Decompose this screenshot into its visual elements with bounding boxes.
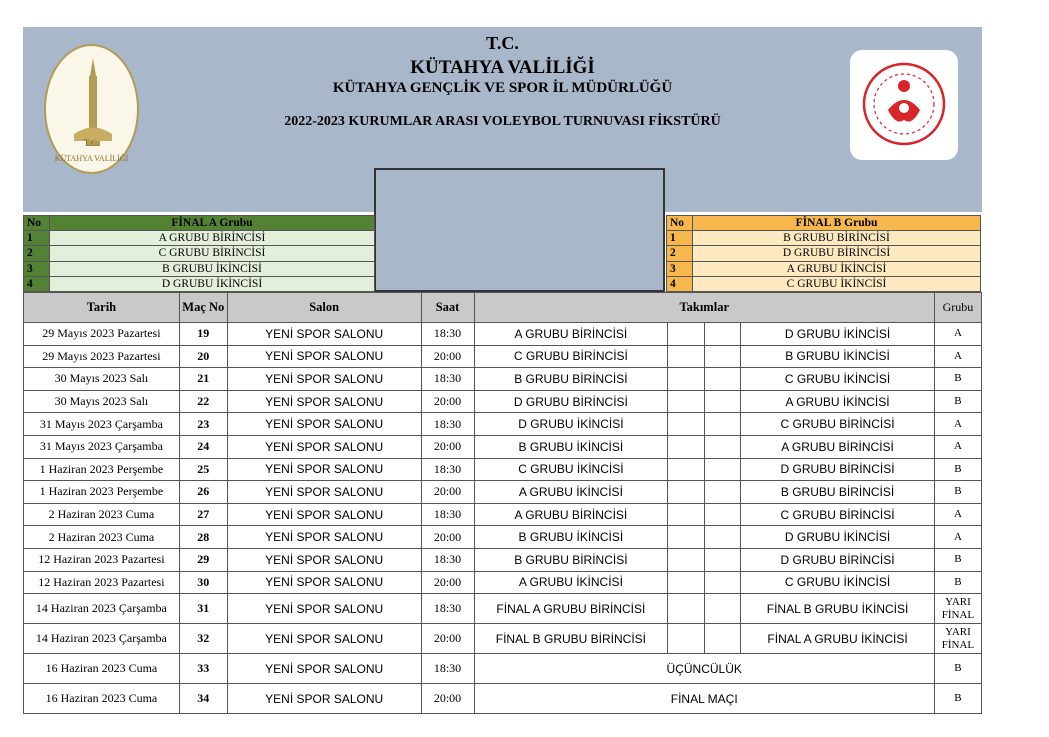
away-team: D GRUBU İKİNCİSİ	[741, 323, 935, 346]
match-number: 30	[179, 571, 227, 594]
match-number: 26	[179, 481, 227, 504]
home-team: A GRUBU BİRİNCİSİ	[474, 323, 668, 346]
away-score	[705, 624, 741, 654]
match-time: 20:00	[421, 390, 474, 413]
home-team: C GRUBU BİRİNCİSİ	[474, 345, 668, 368]
table-row	[24, 413, 982, 436]
match-time: 18:30	[421, 368, 474, 391]
match-time: 20:00	[421, 435, 474, 458]
match-group: YARI FİNAL	[934, 624, 981, 654]
match-venue: YENİ SPOR SALONU	[227, 413, 421, 436]
group-no: 2	[667, 246, 693, 261]
match-number: 31	[179, 594, 227, 624]
table-row	[24, 624, 982, 654]
match-group: B	[934, 458, 981, 481]
away-score	[705, 481, 741, 504]
table-row	[24, 390, 982, 413]
match-date: 2 Haziran 2023 Cuma	[24, 503, 180, 526]
away-score	[705, 548, 741, 571]
match-time: 20:00	[421, 571, 474, 594]
home-score	[668, 526, 705, 549]
group-team: B GRUBU İKİNCİSİ	[50, 261, 375, 276]
match-date: 16 Haziran 2023 Cuma	[24, 684, 180, 714]
home-team: B GRUBU BİRİNCİSİ	[474, 368, 668, 391]
match-venue: YENİ SPOR SALONU	[227, 435, 421, 458]
match-date: 16 Haziran 2023 Cuma	[24, 654, 180, 684]
fixture-body	[24, 323, 982, 714]
match-number: 19	[179, 323, 227, 346]
match-time: 18:30	[421, 458, 474, 481]
home-team: B GRUBU BİRİNCİSİ	[474, 548, 668, 571]
match-venue: YENİ SPOR SALONU	[227, 571, 421, 594]
match-date: 31 Mayıs 2023 Çarşamba	[24, 435, 180, 458]
away-score	[705, 368, 741, 391]
home-score	[668, 458, 705, 481]
match-group: B	[934, 571, 981, 594]
logo-caption: KÜTAHYA VALİLİĞİ	[54, 154, 129, 163]
away-score	[705, 390, 741, 413]
home-team: FİNAL A GRUBU BİRİNCİSİ	[474, 594, 668, 624]
table-row	[24, 503, 982, 526]
match-venue: YENİ SPOR SALONU	[227, 624, 421, 654]
table-row	[24, 481, 982, 504]
away-score	[705, 345, 741, 368]
home-team: A GRUBU BİRİNCİSİ	[474, 503, 668, 526]
away-score	[705, 323, 741, 346]
match-venue: YENİ SPOR SALONU	[227, 654, 421, 684]
ministry-emblem-icon	[850, 50, 958, 160]
away-team: FİNAL A GRUBU İKİNCİSİ	[741, 624, 935, 654]
match-group: B	[934, 481, 981, 504]
match-group: B	[934, 548, 981, 571]
group-no: 2	[24, 246, 50, 261]
home-score	[668, 503, 705, 526]
table-row	[24, 323, 982, 346]
group-team: A GRUBU BİRİNCİSİ	[50, 231, 375, 246]
group-no: 4	[24, 276, 50, 291]
home-score	[668, 368, 705, 391]
header-tc: T.C.	[486, 33, 519, 53]
home-score	[668, 345, 705, 368]
match-number: 29	[179, 548, 227, 571]
match-number: 28	[179, 526, 227, 549]
match-number: 24	[179, 435, 227, 458]
final-a-group-table	[23, 215, 375, 292]
table-row	[24, 526, 982, 549]
match-time: 18:30	[421, 503, 474, 526]
group-team: C GRUBU BİRİNCİSİ	[50, 246, 375, 261]
match-time: 18:30	[421, 413, 474, 436]
col-mac-no: Maç No	[179, 293, 227, 323]
col-salon: Salon	[227, 293, 421, 323]
away-score	[705, 458, 741, 481]
match-number: 22	[179, 390, 227, 413]
table-row	[24, 368, 982, 391]
table-row	[24, 684, 982, 714]
match-date: 30 Mayıs 2023 Salı	[24, 390, 180, 413]
away-team: B GRUBU BİRİNCİSİ	[741, 481, 935, 504]
match-date: 14 Haziran 2023 Çarşamba	[24, 594, 180, 624]
group-a-title: FİNAL A Grubu	[50, 216, 375, 231]
match-date: 1 Haziran 2023 Perşembe	[24, 481, 180, 504]
match-time: 20:00	[421, 345, 474, 368]
table-row	[24, 435, 982, 458]
match-venue: YENİ SPOR SALONU	[227, 594, 421, 624]
match-date: 31 Mayıs 2023 Çarşamba	[24, 413, 180, 436]
match-group: A	[934, 526, 981, 549]
group-b-title: FİNAL B Grubu	[693, 216, 981, 231]
match-group: A	[934, 345, 981, 368]
group-no: 3	[24, 261, 50, 276]
match-group: A	[934, 503, 981, 526]
away-team: A GRUBU BİRİNCİSİ	[741, 435, 935, 458]
home-team: D GRUBU BİRİNCİSİ	[474, 390, 668, 413]
match-venue: YENİ SPOR SALONU	[227, 526, 421, 549]
col-saat: Saat	[421, 293, 474, 323]
col-grubu: Grubu	[934, 293, 981, 323]
table-row	[24, 458, 982, 481]
away-team: C GRUBU BİRİNCİSİ	[741, 413, 935, 436]
match-number: 20	[179, 345, 227, 368]
table-row	[24, 571, 982, 594]
match-group: B	[934, 368, 981, 391]
group-team: D GRUBU BİRİNCİSİ	[693, 246, 981, 261]
home-team: FİNAL B GRUBU BİRİNCİSİ	[474, 624, 668, 654]
away-team: D GRUBU BİRİNCİSİ	[741, 458, 935, 481]
match-date: 1 Haziran 2023 Perşembe	[24, 458, 180, 481]
match-date: 29 Mayıs 2023 Pazartesi	[24, 345, 180, 368]
match-date: 14 Haziran 2023 Çarşamba	[24, 624, 180, 654]
away-team: C GRUBU İKİNCİSİ	[741, 368, 935, 391]
group-no: 1	[24, 231, 50, 246]
match-group: B	[934, 390, 981, 413]
match-group: B	[934, 654, 981, 684]
home-score	[668, 323, 705, 346]
logo-small-text: T.C.	[83, 138, 100, 148]
match-name: ÜÇÜNCÜLÜK	[474, 654, 934, 684]
fixture-table	[23, 292, 982, 714]
match-group: A	[934, 435, 981, 458]
match-group: A	[934, 323, 981, 346]
match-date: 12 Haziran 2023 Pazartesi	[24, 571, 180, 594]
away-score	[705, 413, 741, 436]
away-score	[705, 594, 741, 624]
match-number: 23	[179, 413, 227, 436]
group-team: A GRUBU İKİNCİSİ	[693, 261, 981, 276]
group-no-header: No	[24, 216, 50, 231]
match-venue: YENİ SPOR SALONU	[227, 323, 421, 346]
home-score	[668, 435, 705, 458]
table-row	[24, 345, 982, 368]
away-score	[705, 435, 741, 458]
match-date: 2 Haziran 2023 Cuma	[24, 526, 180, 549]
away-team: A GRUBU İKİNCİSİ	[741, 390, 935, 413]
home-team: A GRUBU İKİNCİSİ	[474, 571, 668, 594]
match-number: 34	[179, 684, 227, 714]
group-team: D GRUBU İKİNCİSİ	[50, 276, 375, 291]
home-score	[668, 624, 705, 654]
group-no: 1	[667, 231, 693, 246]
header-mudurluk: KÜTAHYA GENÇLİK VE SPOR İL MÜDÜRLÜĞÜ	[332, 80, 673, 96]
match-time: 20:00	[421, 481, 474, 504]
match-venue: YENİ SPOR SALONU	[227, 503, 421, 526]
group-no: 3	[667, 261, 693, 276]
away-score	[705, 526, 741, 549]
match-venue: YENİ SPOR SALONU	[227, 548, 421, 571]
match-time: 18:30	[421, 548, 474, 571]
away-score	[705, 571, 741, 594]
group-no: 4	[667, 276, 693, 291]
home-team: B GRUBU İKİNCİSİ	[474, 526, 668, 549]
away-team: C GRUBU BİRİNCİSİ	[741, 503, 935, 526]
away-team: D GRUBU BİRİNCİSİ	[741, 548, 935, 571]
home-team: A GRUBU İKİNCİSİ	[474, 481, 668, 504]
genclik-spor-logo	[850, 50, 958, 160]
home-team: D GRUBU İKİNCİSİ	[474, 413, 668, 436]
col-takimlar: Takımlar	[474, 293, 934, 323]
home-score	[668, 481, 705, 504]
home-score	[668, 571, 705, 594]
table-row	[24, 654, 982, 684]
final-b-group-table	[666, 215, 981, 292]
match-number: 27	[179, 503, 227, 526]
home-score	[668, 548, 705, 571]
match-group: A	[934, 413, 981, 436]
col-tarih: Tarih	[24, 293, 180, 323]
match-time: 18:30	[421, 654, 474, 684]
match-number: 21	[179, 368, 227, 391]
table-row	[24, 594, 982, 624]
match-time: 20:00	[421, 526, 474, 549]
match-number: 25	[179, 458, 227, 481]
away-team: B GRUBU İKİNCİSİ	[741, 345, 935, 368]
away-score	[705, 503, 741, 526]
match-time: 20:00	[421, 684, 474, 714]
match-venue: YENİ SPOR SALONU	[227, 390, 421, 413]
header-valilik: KÜTAHYA VALİLİĞİ	[410, 57, 595, 78]
table-row	[24, 548, 982, 571]
group-team: B GRUBU BİRİNCİSİ	[693, 231, 981, 246]
away-team: FİNAL B GRUBU İKİNCİSİ	[741, 594, 935, 624]
group-team: C GRUBU İKİNCİSİ	[693, 276, 981, 291]
match-number: 33	[179, 654, 227, 684]
page-title: 2022-2023 KURUMLAR ARASI VOLEYBOL TURNUVASI FİKSTÜRÜ	[284, 114, 721, 129]
home-team: C GRUBU İKİNCİSİ	[474, 458, 668, 481]
match-date: 30 Mayıs 2023 Salı	[24, 368, 180, 391]
match-venue: YENİ SPOR SALONU	[227, 345, 421, 368]
match-venue: YENİ SPOR SALONU	[227, 684, 421, 714]
away-team: D GRUBU İKİNCİSİ	[741, 526, 935, 549]
match-date: 12 Haziran 2023 Pazartesi	[24, 548, 180, 571]
match-date: 29 Mayıs 2023 Pazartesi	[24, 323, 180, 346]
home-score	[668, 594, 705, 624]
home-score	[668, 413, 705, 436]
match-group: B	[934, 684, 981, 714]
match-time: 18:30	[421, 594, 474, 624]
match-venue: YENİ SPOR SALONU	[227, 481, 421, 504]
home-score	[668, 390, 705, 413]
match-venue: YENİ SPOR SALONU	[227, 368, 421, 391]
match-time: 20:00	[421, 624, 474, 654]
match-group: YARI FİNAL	[934, 594, 981, 624]
group-no-header: No	[667, 216, 693, 231]
home-team: B GRUBU İKİNCİSİ	[474, 435, 668, 458]
match-number: 32	[179, 624, 227, 654]
away-team: C GRUBU İKİNCİSİ	[741, 571, 935, 594]
match-name: FİNAL MAÇI	[474, 684, 934, 714]
match-venue: YENİ SPOR SALONU	[227, 458, 421, 481]
fixture-header-row	[24, 293, 982, 323]
match-time: 18:30	[421, 323, 474, 346]
placeholder-box	[374, 168, 665, 292]
